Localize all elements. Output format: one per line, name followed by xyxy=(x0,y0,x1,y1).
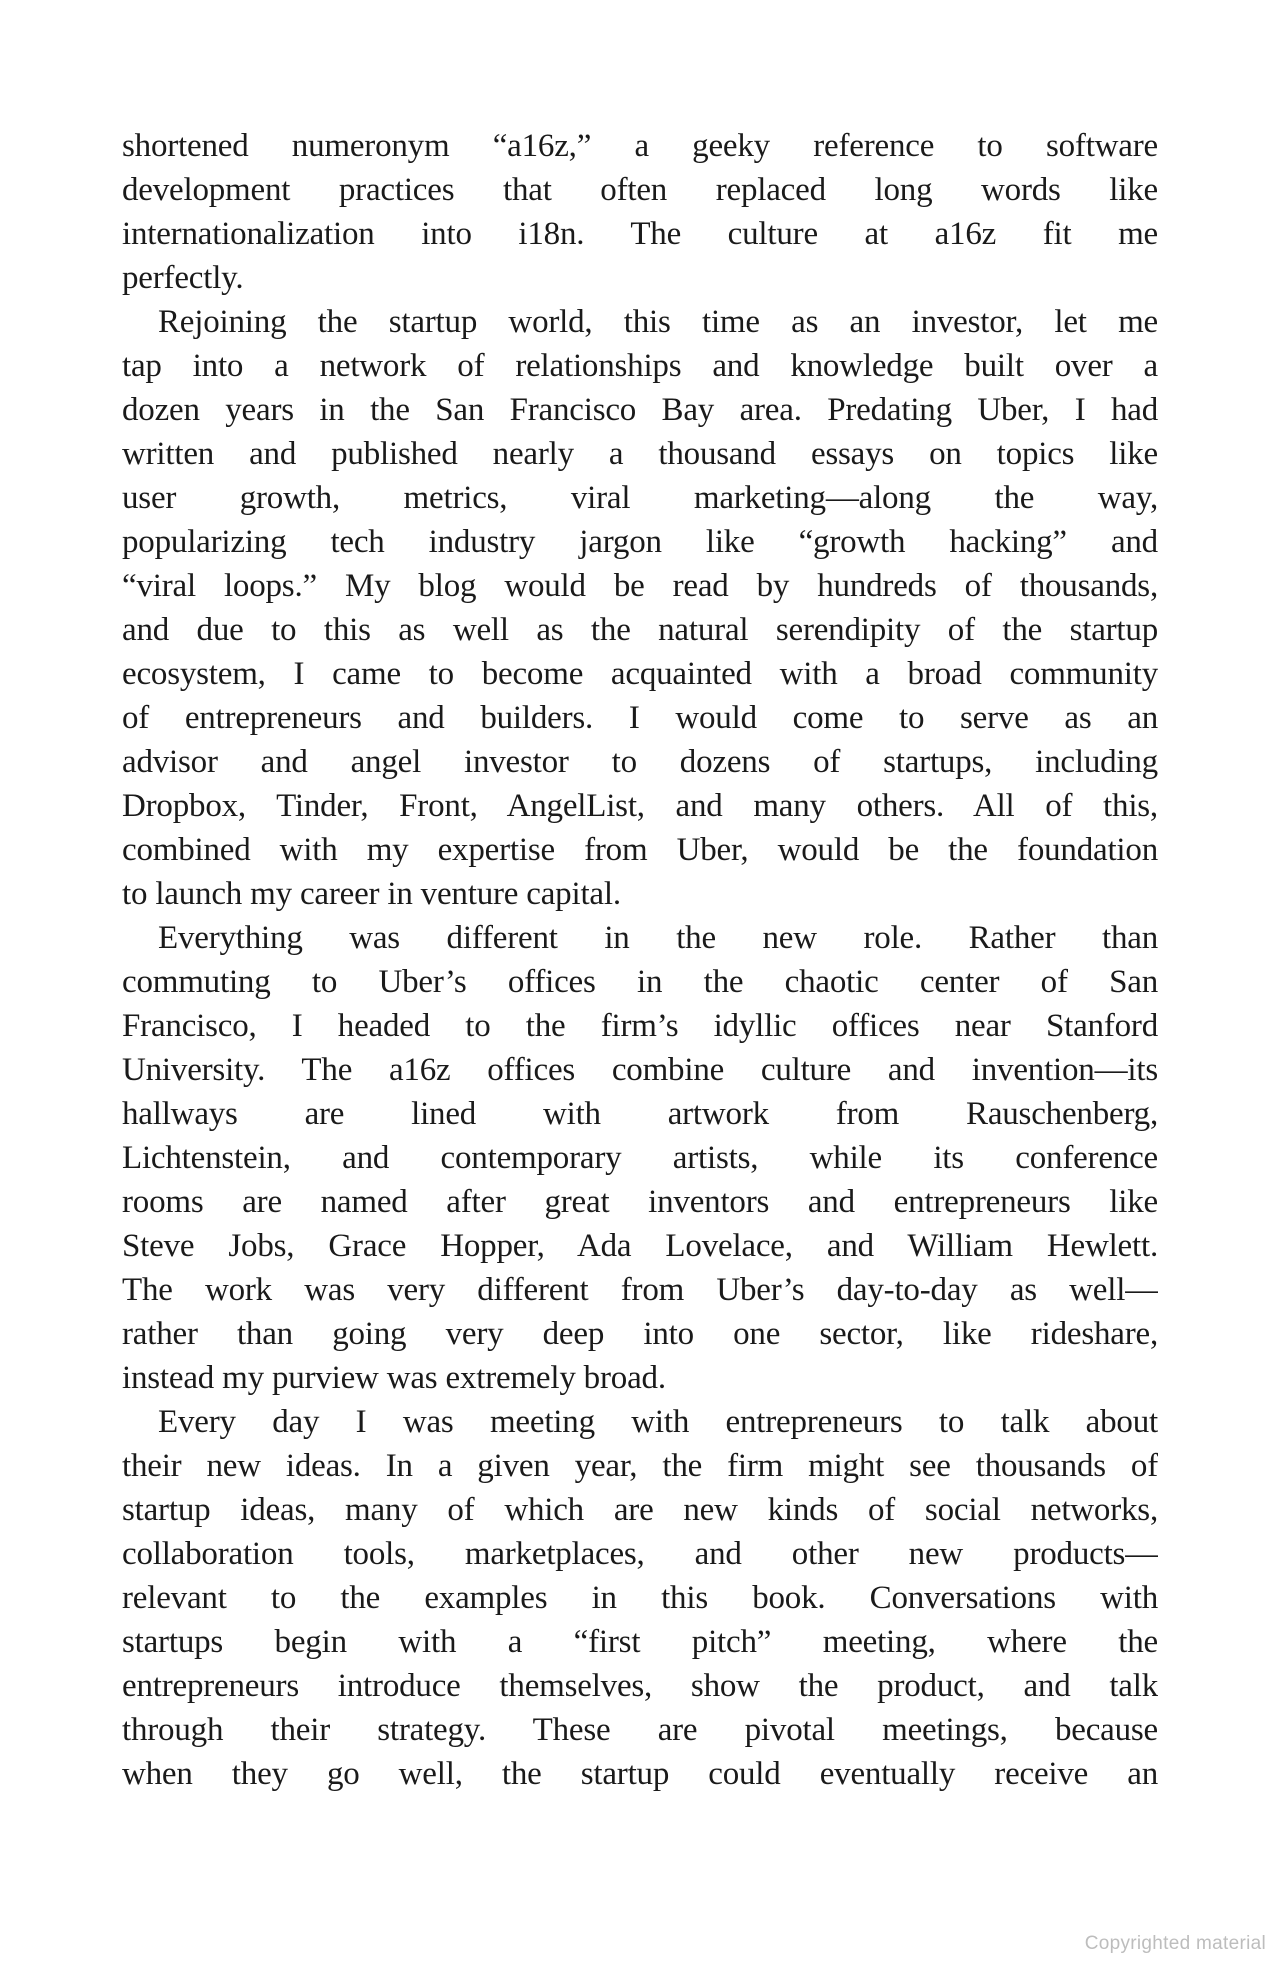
text-line: to launch my career in venture capital. xyxy=(122,876,621,912)
text-line: startups begin with a “first pitch” meeting, where the xyxy=(122,1624,1158,1660)
text-line: tap into a network of relationships and knowledge built over a xyxy=(122,348,1158,384)
text-line: Rejoining the startup world, this time as an investor, let me xyxy=(158,304,1158,340)
text-line: entrepreneurs introduce themselves, show the product, and talk xyxy=(122,1668,1158,1704)
text-line: popularizing tech industry jargon like “growth hacking” and xyxy=(122,524,1158,560)
text-line: written and published nearly a thousand essays on topics like xyxy=(122,436,1158,472)
text-line: combined with my expertise from Uber, would be the foundation xyxy=(122,832,1158,868)
text-line: Every day I was meeting with entrepreneurs to talk about xyxy=(158,1404,1158,1440)
text-line: user growth, metrics, viral marketing—along the way, xyxy=(122,480,1158,516)
text-line: hallways are lined with artwork from Rauschenberg, xyxy=(122,1096,1158,1132)
paragraph xyxy=(122,916,1158,1400)
text-line: development practices that often replaced long words like xyxy=(122,172,1158,208)
text-line: shortened numeronym “a16z,” a geeky reference to software xyxy=(122,128,1158,164)
text-block xyxy=(122,124,1158,1796)
paragraph xyxy=(122,124,1158,300)
text-line: their new ideas. In a given year, the firm might see thousands of xyxy=(122,1448,1158,1484)
text-line: perfectly. xyxy=(122,260,244,296)
text-line: when they go well, the startup could eventually receive an xyxy=(122,1756,1158,1792)
text-line: instead my purview was extremely broad. xyxy=(122,1360,666,1396)
text-line: rooms are named after great inventors and entrepreneurs like xyxy=(122,1184,1158,1220)
text-line: rather than going very deep into one sector, like rideshare, xyxy=(122,1316,1158,1352)
paragraph xyxy=(122,1400,1158,1796)
text-line: advisor and angel investor to dozens of startups, including xyxy=(122,744,1158,780)
text-line: relevant to the examples in this book. Conversations with xyxy=(122,1580,1158,1616)
text-line: Lichtenstein, and contemporary artists, while its conference xyxy=(122,1140,1158,1176)
text-line: through their strategy. These are pivotal meetings, because xyxy=(122,1712,1158,1748)
text-line: ecosystem, I came to become acquainted with a broad community xyxy=(122,656,1158,692)
text-line: University. The a16z offices combine culture and invention—its xyxy=(122,1052,1158,1088)
text-line: Steve Jobs, Grace Hopper, Ada Lovelace, and William Hewlett. xyxy=(122,1228,1158,1264)
copyright-watermark: Copyrighted material xyxy=(1084,1933,1266,1954)
text-line: commuting to Uber’s offices in the chaotic center of San xyxy=(122,964,1158,1000)
text-line: The work was very different from Uber’s day-to-day as well— xyxy=(122,1272,1158,1308)
text-line: Dropbox, Tinder, Front, AngelList, and many others. All of this, xyxy=(122,788,1158,824)
text-line: collaboration tools, marketplaces, and other new products— xyxy=(122,1536,1158,1572)
text-line: Francisco, I headed to the firm’s idyllic offices near Stanford xyxy=(122,1008,1158,1044)
text-line: internationalization into i18n. The culture at a16z fit me xyxy=(122,216,1158,252)
text-line: “viral loops.” My blog would be read by hundreds of thousands, xyxy=(122,568,1158,604)
text-line: Everything was different in the new role. Rather than xyxy=(158,920,1158,956)
text-line: of entrepreneurs and builders. I would come to serve as an xyxy=(122,700,1158,736)
paragraph xyxy=(122,300,1158,916)
text-line: and due to this as well as the natural serendipity of the startup xyxy=(122,612,1158,648)
text-line: dozen years in the San Francisco Bay area. Predating Uber, I had xyxy=(122,392,1158,428)
text-line: startup ideas, many of which are new kinds of social networks, xyxy=(122,1492,1158,1528)
